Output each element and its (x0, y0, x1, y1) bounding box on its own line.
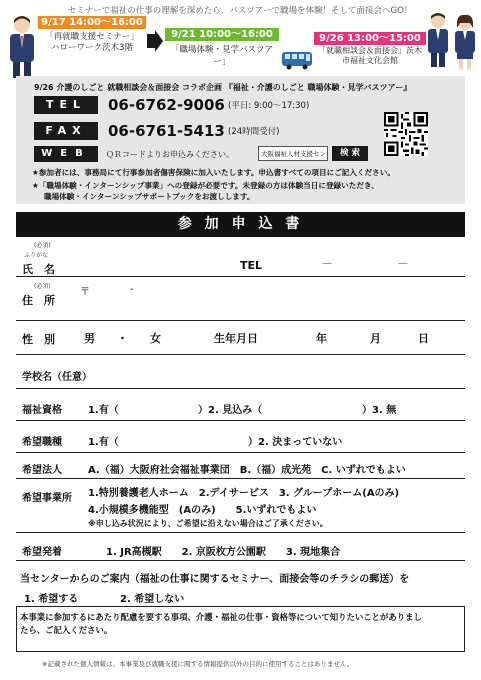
consideration-prompt-2: たら、ご記入ください。 (20, 625, 113, 635)
birth-year-label[interactable]: 年 (316, 332, 327, 345)
postal-mark: 〒 (80, 287, 90, 298)
desired-job-label: 希望職種 (22, 437, 62, 448)
gender-male-option[interactable]: 男 (84, 332, 95, 345)
tel-dash-2: — (398, 258, 408, 269)
qualification-option-1[interactable]: 1.有（ (88, 405, 119, 416)
divider (16, 478, 465, 479)
fax-number: 06-6761-5413 (108, 122, 225, 140)
arrow-right-icon (147, 30, 163, 52)
info-mail-question: 当センターからのご案内（福祉の仕事に関するセミナー、面接会等のチラシの郵送）を (20, 574, 410, 585)
divider (16, 420, 465, 421)
postal-dash: - (130, 284, 134, 295)
desired-facility-label: 希望事業所 (22, 493, 72, 504)
step-3 (314, 32, 426, 66)
search-input[interactable] (258, 146, 328, 161)
divider (16, 320, 465, 321)
divider (16, 354, 465, 355)
step-1-title: 「再就職支援セミナー」 (45, 32, 139, 42)
tel-hours: (平日: 9:00～17:30) (228, 101, 310, 111)
note-registration-1: ★「職場体験・インターンシップ事業」への登録が必要です。未登録の方は体験当日に登録いただき、 (32, 181, 379, 190)
info-mail-option-no[interactable]: 2. 希望しない (120, 594, 185, 605)
desired-job-option-2[interactable]: ）2. 決まっていない (248, 437, 343, 448)
furigana-label: ふりがな (24, 252, 49, 259)
departure-options[interactable]: 1. JR高槻駅 2. 京阪枚方公園駅 3. 現地集合 (106, 547, 341, 558)
step-2-date: 9/21 10:00～16:00 (165, 28, 279, 41)
note-insurance: ★参加者には、事務局にて行事参加者傷害保険に加入いたします。申込書すべての項目にご記入ください。 (32, 168, 395, 177)
name-field[interactable] (80, 252, 230, 274)
step-2 (165, 28, 279, 67)
note-registration-2: 職場体験・インターンシップサポートブックをお渡しします。 (44, 192, 255, 201)
facility-note: ※申し込み状況により、ご希望に沿えない場合はご了承ください。 (88, 519, 328, 528)
address-label: 住 所 (22, 294, 55, 307)
desired-job-option-1[interactable]: 1.有（ (88, 437, 119, 448)
fax-label: FAX (34, 122, 98, 140)
banner-tagline: セミナーで福祉の仕事の理解を深めたら、バスツアーで職場を体験！そして面接会へGO！ (67, 6, 413, 16)
divider (16, 276, 465, 277)
birth-month-label[interactable]: 月 (370, 332, 381, 345)
tel-field-label: TEL (240, 259, 263, 272)
tel-dash-1: — (322, 258, 332, 269)
departure-label: 希望発着 (22, 547, 62, 558)
gender-separator: ・ (117, 332, 128, 345)
tel-label: TEL (34, 96, 98, 114)
step-3-date: 9/26 13:00～15:00 (314, 32, 426, 45)
qualification-label: 福祉資格 (22, 405, 62, 416)
desired-corporation-label: 希望法人 (22, 465, 62, 476)
info-mail-option-yes[interactable]: 1. 希望する (24, 594, 79, 605)
web-label: WEB (34, 146, 98, 162)
person-man-illustration (4, 14, 40, 80)
desired-facility-options-2[interactable]: 4.小規模多機能型 (Aのみ) 5.いずれでもよい (88, 505, 317, 516)
step-2-title: 「職場体験・見学バスツアー」 (170, 45, 273, 67)
person-woman-illustration (451, 14, 479, 70)
fax-hours: (24時間受付) (228, 127, 280, 137)
address-field[interactable] (80, 296, 460, 316)
school-field[interactable] (110, 362, 460, 382)
tel-field[interactable] (270, 252, 460, 274)
qr-code[interactable] (384, 112, 428, 156)
web-note: ＱＲコードよりお申込みください。 (106, 150, 234, 159)
desired-facility-options-1[interactable]: 1.特別養護老人ホーム 2.デイサービス 3. グループホーム(Aのみ) (88, 488, 400, 499)
divider (16, 532, 465, 533)
divider (16, 452, 465, 453)
desired-corporation-options[interactable]: A.（福）大阪府社会福祉事業団 B.（福）成光苑 C. いずれでもよい (88, 465, 406, 476)
birthdate-label: 生年月日 (214, 332, 258, 345)
required-mark-name: (必須) (34, 242, 51, 249)
person-man-illustration-right (424, 12, 452, 68)
divider (16, 388, 465, 389)
gender-female-option[interactable]: 女 (150, 332, 161, 345)
step-1 (38, 16, 146, 54)
bus-icon (281, 50, 313, 70)
step-3-title: 「就職相談会＆面接会」茨木市福祉文化会館 (318, 46, 422, 65)
qualification-option-2[interactable]: ）2. 見込み（ (198, 405, 263, 416)
privacy-footer: ※記載された個人情報は、本事業及び就職支援に関する情報提供以外の目的に使用することはありません。 (42, 660, 354, 668)
consideration-prompt-1: 本事業に参加するにあたり配慮を要する事項、介護・福祉の仕事・資格等について知りたいことがありまし (20, 612, 422, 622)
step-1-place: ハローワーク茨木3階 (51, 43, 133, 53)
qualification-option-3[interactable]: ）3. 無 (362, 405, 397, 416)
required-mark-address: (必須) (34, 283, 51, 290)
school-label: 学校名（任意） (22, 372, 92, 383)
apply-heading: 9/26 介護のしごと 就職相談会＆面接会 コラボ企画 『福祉・介護のしごと 職場体験・見学バスツアー』 (34, 83, 412, 92)
gender-label: 性 別 (22, 333, 55, 346)
step-1-date: 9/17 14:00～16:00 (38, 16, 146, 29)
search-button[interactable]: 検 索 (332, 146, 368, 161)
divider (16, 560, 465, 561)
tel-number[interactable]: 06-6762-9006 (108, 96, 225, 114)
birth-day-label[interactable]: 日 (418, 332, 429, 345)
form-title: 参 加 申 込 書 (16, 212, 465, 237)
name-label: 氏 名 (22, 263, 55, 276)
